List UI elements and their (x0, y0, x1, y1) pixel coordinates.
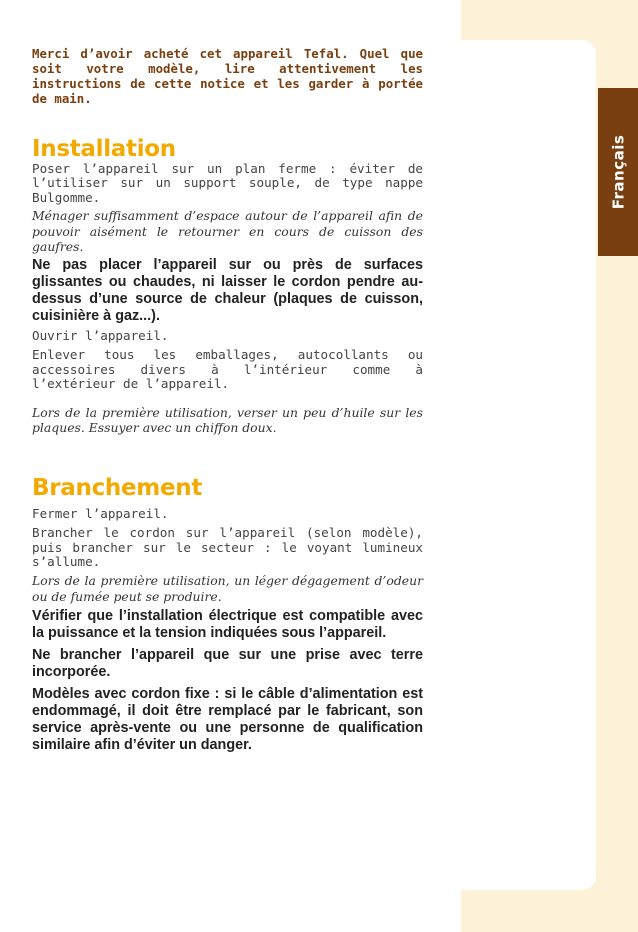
branchement-paragraph-2: Brancher le cordon sur l’appareil (selon modèle), puis brancher sur le secteur : le voyant lumineux s’allume. (32, 525, 423, 570)
language-tab-label: Français (609, 134, 628, 210)
branchement-paragraph-1: Fermer l’appareil. (32, 505, 169, 521)
branchement-paragraph-5: Ne brancher l’appareil que sur une prise avec terre incorporée. (32, 646, 423, 680)
branchement-paragraph-3: Lors de la première utilisation, un léger dégagement d’odeur ou de fumée peut se produire. (32, 573, 423, 605)
installation-paragraph-2: Ménager suffisamment d’espace autour de l’appareil afin de pouvoir aisément le retourner en cours de cuisson des gaufres. (32, 208, 423, 255)
branchement-paragraph-4: Vérifier que l’installation électrique est compatible avec la puissance et la tension indiquées sous l’appareil. (32, 607, 423, 641)
page-panel (431, 40, 596, 890)
branchement-paragraph-6: Modèles avec cordon fixe : si le câble d’alimentation est endommagé, il doit être remplacé par le fabricant, son service après-vente ou une personne de qualification similaire afin d’éviter un danger. (32, 685, 423, 753)
installation-paragraph-3: Ne pas placer l’appareil sur ou près de surfaces glissantes ou chaudes, ni laisser le cordon pendre au-dessus d’une source de chaleur (plaques de cuisson, cuisinière à gaz...). (32, 257, 423, 324)
installation-paragraph-6: Lors de la première utilisation, verser un peu d’huile sur les plaques. Essuyer avec un chiffon doux. (32, 404, 423, 436)
installation-paragraph-5: Enlever tous les emballages, autocollants ou accessoires divers à l’intérieur comme à l’extérieur de l’appareil. (32, 347, 423, 392)
language-tab-label-wrap (598, 88, 638, 256)
installation-paragraph-4: Ouvrir l’appareil. (32, 328, 169, 343)
branchement-heading: Branchement (32, 474, 203, 501)
manual-content (32, 46, 423, 754)
installation-paragraph-1: Poser l’appareil sur un plan ferme : éviter de l’utiliser sur un support souple, de type nappe Bulgomme. (32, 161, 423, 205)
installation-heading: Installation (32, 136, 176, 162)
intro-paragraph: Merci d’avoir acheté cet appareil Tefal. Quel que soit votre modèle, lire attentivement les instructions de cette notice et les garder à portée de main. (32, 46, 423, 106)
